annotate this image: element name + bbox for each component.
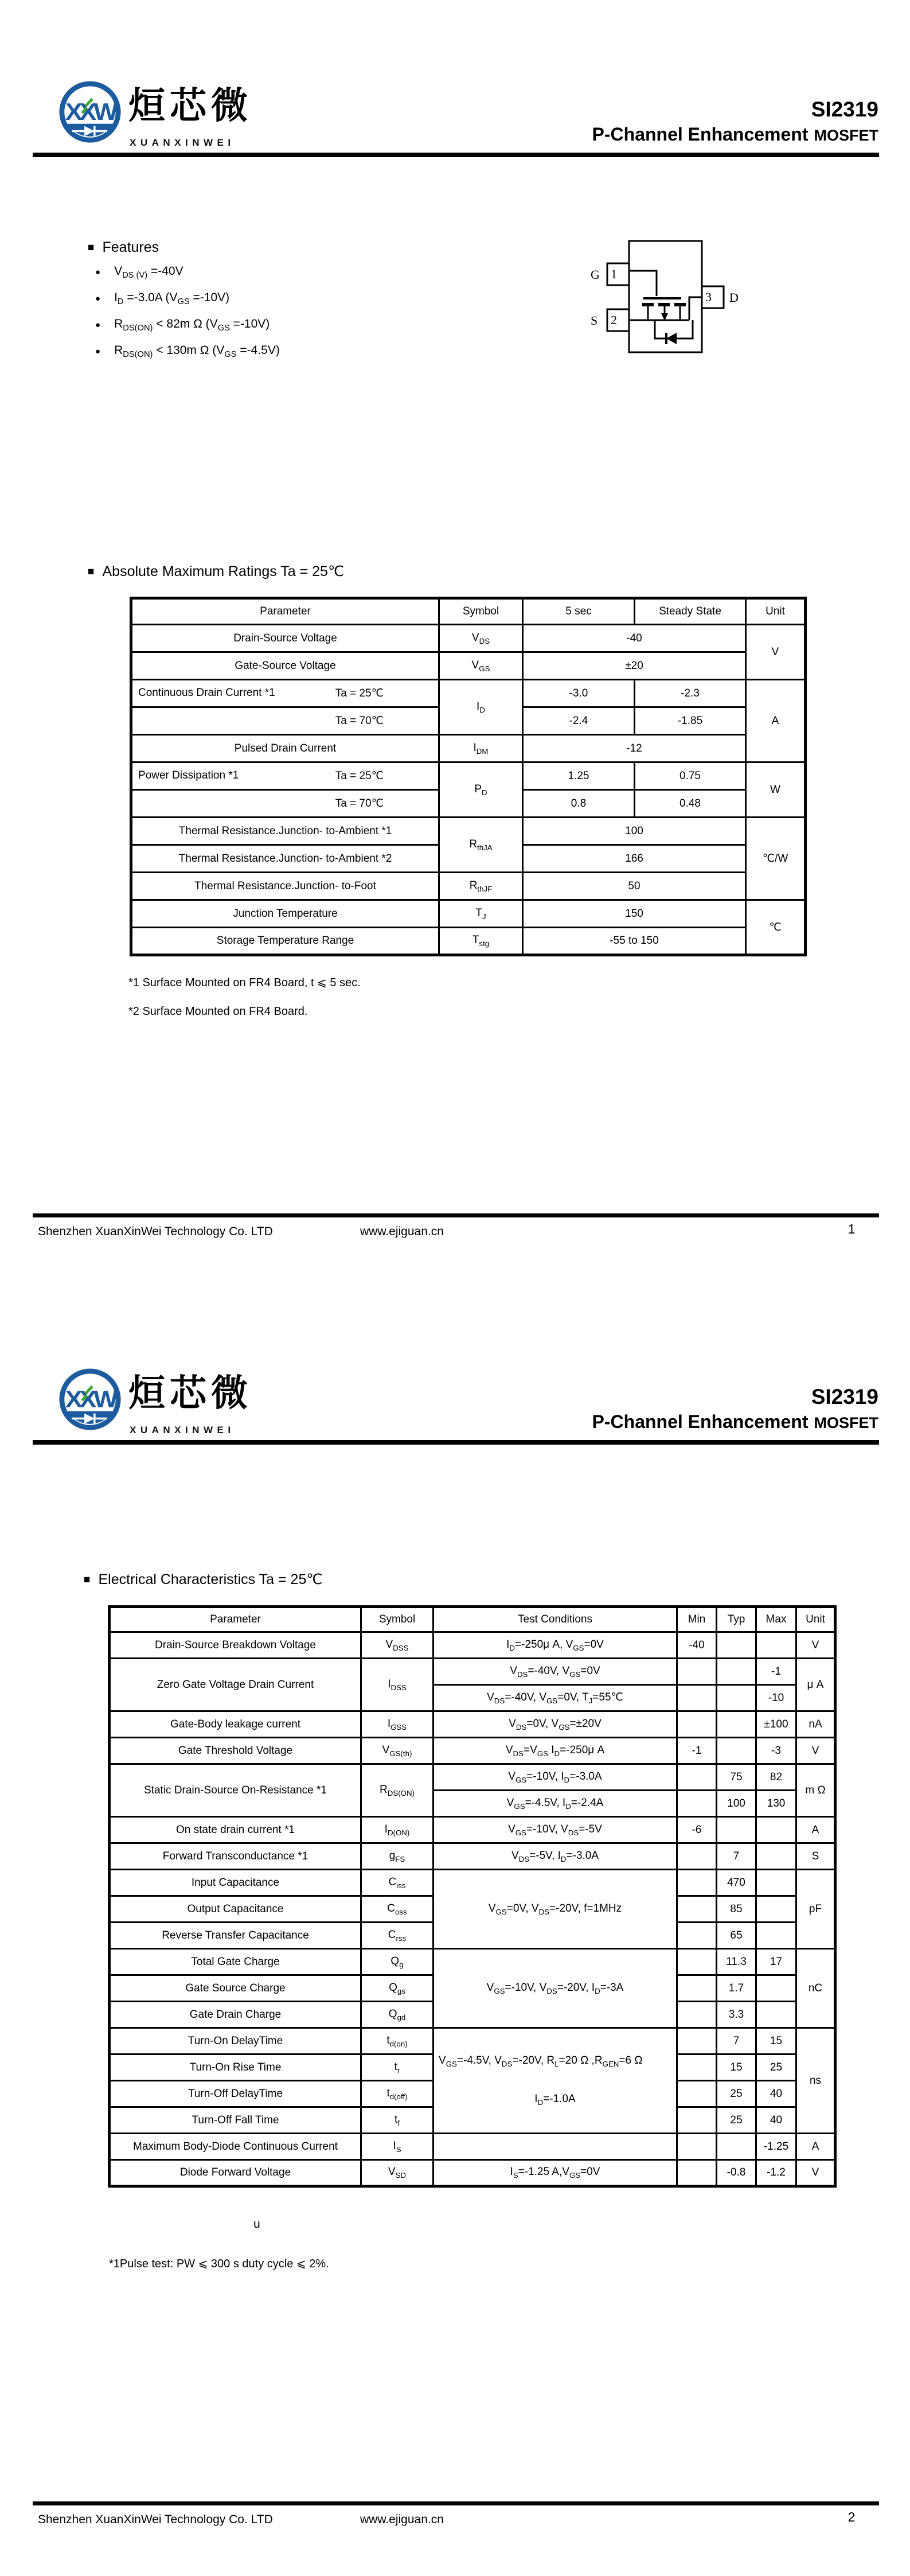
table-cell: Pulsed Drain Current bbox=[131, 735, 439, 762]
table-cell bbox=[677, 1923, 717, 1949]
table-cell: 40 bbox=[756, 2081, 796, 2107]
column-header: Symbol bbox=[439, 598, 523, 625]
table-header-row bbox=[131, 598, 806, 625]
table-row bbox=[131, 652, 806, 680]
document-title bbox=[579, 1412, 878, 1431]
table-row bbox=[131, 625, 806, 652]
table-cell: 0.8 bbox=[523, 790, 635, 818]
table-cell: ns bbox=[796, 2028, 835, 2134]
table-cell: $I_{GSS}$ bbox=[361, 1711, 433, 1738]
table-cell: -55 to 150 bbox=[523, 928, 746, 955]
table-cell: $Q_{gd}$ bbox=[361, 2002, 433, 2028]
diode-triangle-icon bbox=[666, 333, 677, 344]
table-cell bbox=[677, 1949, 717, 1975]
table-cell: 25 bbox=[717, 2081, 756, 2107]
table-cell: $V_{GS}=-10V$, $V_{DS}=-20V$, $I_D=-3A$ bbox=[433, 1949, 677, 2028]
table-cell: Gate-Body leakage current bbox=[110, 1711, 361, 1738]
table-row bbox=[110, 1949, 835, 1975]
elec-heading-text: Electrical Characteristics Ta = 25℃ bbox=[98, 1571, 323, 1587]
table-cell: Drain-Source Breakdown Voltage bbox=[110, 1632, 361, 1659]
table-cell: μ A bbox=[796, 1659, 835, 1711]
table-cell: Gate Drain Charge bbox=[110, 2002, 361, 2028]
brand-name-chinese: 烜芯微 bbox=[128, 1372, 252, 1414]
table-cell: Diode Forward Voltage bbox=[110, 2160, 361, 2186]
table-cell: $I_{DM}$ bbox=[439, 735, 523, 762]
table-cell: $V_{GS}=-4.5V$, $V_{DS}=-20V$, $R_L=20$ Ω $,R_{GEN}=6$ Ω $I_D=-1.0A$ bbox=[433, 2028, 677, 2134]
package-pinout-diagram bbox=[580, 236, 741, 360]
bullet-icon: ● bbox=[95, 294, 101, 304]
table-cell: $V_{DS}=-5V$, $I_D=-3.0A$ bbox=[433, 1843, 677, 1870]
pulse-test-note: *1Pulse test: PW ⩽ 300 s duty cycle ⩽ 2%. bbox=[109, 2258, 329, 2270]
table-cell: Gate Source Charge bbox=[110, 1975, 361, 2002]
table-cell: -3 bbox=[756, 1738, 796, 1764]
title-main: P-Channel Enhancement bbox=[592, 124, 809, 145]
table-cell: -12 bbox=[523, 735, 746, 762]
brand-name-chinese: 烜芯微 bbox=[128, 85, 252, 126]
table-cell: 25 bbox=[756, 2054, 796, 2081]
footer-website: www.ejiguan.cn bbox=[360, 1225, 444, 1238]
table-cell: 7 bbox=[717, 1843, 756, 1870]
column-header: Symbol bbox=[361, 1607, 433, 1632]
table-cell: $V_{DSS}$ bbox=[361, 1632, 433, 1659]
table-cell bbox=[677, 2054, 717, 2081]
table-cell: 65 bbox=[717, 1923, 756, 1949]
table-cell: Gate-Source Voltage bbox=[131, 652, 439, 680]
page-number: 1 bbox=[847, 1221, 856, 1236]
feature-item bbox=[95, 265, 183, 280]
table-cell: Drain-Source Voltage bbox=[131, 625, 439, 652]
elec-heading bbox=[84, 1572, 322, 1588]
table-cell: -10 bbox=[756, 1685, 796, 1711]
table-cell: $V_{DS}=V_{GS}$ $I_D=-250\mu$ A bbox=[433, 1738, 677, 1764]
table-cell: 7 bbox=[717, 2028, 756, 2054]
stray-mu-character: u bbox=[253, 2217, 260, 2231]
bullet-icon: ● bbox=[95, 320, 101, 330]
table-cell: $g_{FS}$ bbox=[361, 1843, 433, 1870]
table-row bbox=[110, 2160, 835, 2186]
section-square-icon: ■ bbox=[84, 1574, 91, 1586]
abs-max-heading bbox=[88, 564, 344, 580]
feature-item bbox=[95, 291, 229, 306]
table-row bbox=[131, 762, 806, 790]
table-cell: -3.0 bbox=[523, 680, 635, 707]
table-cell: S bbox=[796, 1843, 835, 1870]
table-row bbox=[131, 680, 806, 707]
section-square-icon: ■ bbox=[88, 566, 95, 578]
table-cell: $V_{DS}=0V$, $V_{GS}=\pm 20V$ bbox=[433, 1711, 677, 1738]
table-row bbox=[110, 1843, 835, 1870]
electrical-characteristics-table bbox=[108, 1605, 837, 2188]
table-cell bbox=[717, 2134, 756, 2160]
header-rule bbox=[33, 153, 879, 157]
column-header: Min bbox=[677, 1607, 717, 1632]
features-heading-text: Features bbox=[102, 239, 159, 255]
table-cell: $V_{GS}$ bbox=[439, 652, 523, 680]
table-cell bbox=[677, 2160, 717, 2186]
gate-trace bbox=[629, 271, 657, 296]
column-header: Test Conditions bbox=[433, 1607, 677, 1632]
table-cell: $V_{GS(th)}$ bbox=[361, 1738, 433, 1764]
table-cell: 150 bbox=[523, 900, 746, 928]
table-cell: V bbox=[796, 1738, 835, 1764]
table-cell: Storage Temperature Range bbox=[131, 928, 439, 955]
table-cell: Static Drain-Source On-Resistance *1 bbox=[110, 1764, 361, 1817]
table-cell: Maximum Body-Diode Continuous Current bbox=[110, 2134, 361, 2160]
table-cell: Forward Transconductance *1 bbox=[110, 1843, 361, 1870]
header-rule bbox=[33, 1440, 879, 1445]
table-cell bbox=[677, 2107, 717, 2134]
feature-text: $R_{DS(ON)} < 130m$ Ω $(V_{GS} =-4.5V)$ bbox=[114, 344, 280, 360]
table-cell: Thermal Resistance.Junction- to-Ambient *2 bbox=[131, 845, 439, 873]
table-cell: Thermal Resistance.Junction- to-Ambient *1 bbox=[131, 818, 439, 845]
column-header: Steady State bbox=[635, 598, 746, 625]
table-cell: $C_{rss}$ bbox=[361, 1923, 433, 1949]
company-logo-icon bbox=[56, 80, 124, 147]
table-cell: Power Dissipation *1 Ta = 25℃ bbox=[131, 762, 439, 790]
table-cell: A bbox=[796, 1817, 835, 1843]
table-cell bbox=[756, 1923, 796, 1949]
table-cell bbox=[717, 1685, 756, 1711]
table-cell: -0.8 bbox=[717, 2160, 756, 2186]
table-cell: m Ω bbox=[796, 1764, 835, 1817]
table-cell: $T_J$ bbox=[439, 900, 523, 928]
footer-company: Shenzhen XuanXinWei Technology Co. LTD bbox=[38, 1225, 273, 1238]
table-cell: $I_S=-1.25$ $A,V_{GS}=0V$ bbox=[433, 2160, 677, 2186]
table-row bbox=[131, 873, 806, 900]
section-square-icon: ■ bbox=[88, 242, 95, 254]
table-cell: $I_S$ bbox=[361, 2134, 433, 2160]
table-cell: $V_{GS}=-10V$, $V_{DS}=-5V$ bbox=[433, 1817, 677, 1843]
column-header: 5 sec bbox=[523, 598, 635, 625]
table-cell bbox=[433, 2134, 677, 2160]
table-cell bbox=[756, 1632, 796, 1659]
table-cell: W bbox=[746, 762, 806, 818]
table-cell: $I_D=-250\mu$ A, $V_{GS}=0V$ bbox=[433, 1632, 677, 1659]
table-cell bbox=[717, 1659, 756, 1685]
table-cell bbox=[756, 1817, 796, 1843]
table-cell: ±100 bbox=[756, 1711, 796, 1738]
table-cell bbox=[756, 1843, 796, 1870]
gate-pin-label: G bbox=[591, 267, 600, 282]
table-cell bbox=[756, 1896, 796, 1923]
footer-rule bbox=[33, 1213, 879, 1217]
table-cell: 11.3 bbox=[717, 1949, 756, 1975]
column-header: Parameter bbox=[131, 598, 439, 625]
table-cell: ℃ bbox=[746, 900, 806, 955]
table-cell: -2.3 bbox=[635, 680, 746, 707]
table-cell: 25 bbox=[717, 2107, 756, 2134]
table-cell: Input Capacitance bbox=[110, 1870, 361, 1896]
pin1-number: 1 bbox=[611, 267, 617, 281]
table-cell bbox=[756, 1870, 796, 1896]
table-row bbox=[131, 818, 806, 845]
table-cell: Zero Gate Voltage Drain Current bbox=[110, 1659, 361, 1711]
table-cell bbox=[677, 1659, 717, 1685]
table-cell: $Q_{gs}$ bbox=[361, 1975, 433, 2002]
company-logo-icon bbox=[56, 1368, 124, 1434]
footer-website: www.ejiguan.cn bbox=[360, 2513, 444, 2526]
table-cell: On state drain current *1 bbox=[110, 1817, 361, 1843]
table-cell: ±20 bbox=[523, 652, 746, 680]
table-cell: $t_{d(on)}$ bbox=[361, 2028, 433, 2054]
table-cell: Turn-On DelayTime bbox=[110, 2028, 361, 2054]
table-row bbox=[131, 735, 806, 762]
pin3-number: 3 bbox=[705, 290, 712, 304]
table-cell bbox=[717, 1738, 756, 1764]
column-header: Unit bbox=[746, 598, 806, 625]
table-cell: -1.85 bbox=[635, 707, 746, 735]
logo-monogram: XXW bbox=[65, 1386, 118, 1412]
table-cell: 15 bbox=[756, 2028, 796, 2054]
table-cell: Output Capacitance bbox=[110, 1896, 361, 1923]
part-number: SI2319 bbox=[811, 1385, 878, 1408]
table-cell: 0.48 bbox=[635, 790, 746, 818]
table-row bbox=[110, 1764, 835, 1791]
table-cell bbox=[677, 2081, 717, 2107]
table-cell bbox=[677, 1975, 717, 2002]
table-cell: $t_f$ bbox=[361, 2107, 433, 2134]
table-cell: 50 bbox=[523, 873, 746, 900]
table-cell: $R_{thJA}$ bbox=[439, 818, 523, 873]
table-row bbox=[110, 1711, 835, 1738]
table-cell: 470 bbox=[717, 1870, 756, 1896]
table-cell bbox=[717, 1711, 756, 1738]
table-cell: $C_{iss}$ bbox=[361, 1870, 433, 1896]
table-cell: Continuous Drain Current *1 Ta = 25℃ bbox=[131, 680, 439, 707]
pin2-number: 2 bbox=[611, 313, 617, 327]
part-number: SI2319 bbox=[811, 98, 878, 121]
table-cell: 100 bbox=[717, 1791, 756, 1817]
table-cell: 17 bbox=[756, 1949, 796, 1975]
feature-text: $I_D =-3.0A$ $(V_{GS} =-10V)$ bbox=[114, 291, 230, 307]
table-row bbox=[110, 2028, 835, 2054]
table-cell: -1.2 bbox=[756, 2160, 796, 2186]
feature-item bbox=[95, 344, 280, 359]
table-cell bbox=[677, 1896, 717, 1923]
table-cell: 3.3 bbox=[717, 2002, 756, 2028]
feature-item bbox=[95, 318, 270, 333]
table-cell: 130 bbox=[756, 1791, 796, 1817]
table-cell: Junction Temperature bbox=[131, 900, 439, 928]
table-cell: $R_{thJF}$ bbox=[439, 873, 523, 900]
table-cell bbox=[677, 1764, 717, 1791]
table-cell: 100 bbox=[523, 818, 746, 845]
table-row bbox=[110, 1659, 835, 1685]
table-cell: 1.25 bbox=[523, 762, 635, 790]
table-cell bbox=[756, 1975, 796, 2002]
table-cell: -1.25 bbox=[756, 2134, 796, 2160]
table-cell bbox=[717, 1817, 756, 1843]
table-cell: -40 bbox=[677, 1632, 717, 1659]
absolute-maximum-ratings-table bbox=[130, 597, 807, 956]
table-row bbox=[110, 1738, 835, 1764]
table-cell: ℃/W bbox=[746, 818, 806, 900]
table-cell bbox=[677, 1843, 717, 1870]
column-header: Max bbox=[756, 1607, 796, 1632]
table-cell bbox=[677, 2002, 717, 2028]
table-cell bbox=[677, 1711, 717, 1738]
table-cell: Turn-On Rise Time bbox=[110, 2054, 361, 2081]
table-cell bbox=[677, 1870, 717, 1896]
table-cell: $V_{DS}$ bbox=[439, 625, 523, 652]
table-cell: $V_{DS}=-40V$, $V_{GS}=0V$ bbox=[433, 1659, 677, 1685]
table-cell: Ta = 70℃ bbox=[131, 790, 439, 818]
title-suffix: MOSFET bbox=[814, 127, 878, 144]
table-cell: -6 bbox=[677, 1817, 717, 1843]
table-cell: A bbox=[796, 2134, 835, 2160]
table-cell: Thermal Resistance.Junction- to-Foot bbox=[131, 873, 439, 900]
logo-monogram: XXW bbox=[65, 98, 118, 125]
table-cell bbox=[717, 1632, 756, 1659]
table-cell: nC bbox=[796, 1949, 835, 2028]
title-suffix: MOSFET bbox=[814, 1414, 878, 1431]
table-cell: Total Gate Charge bbox=[110, 1949, 361, 1975]
table-cell: $V_{SD}$ bbox=[361, 2160, 433, 2186]
bullet-icon: ● bbox=[95, 267, 101, 278]
table-cell bbox=[677, 2028, 717, 2054]
feature-text: $V_{DS (V)} =-40V$ bbox=[114, 264, 183, 281]
table-cell: -40 bbox=[523, 625, 746, 652]
table-cell: 75 bbox=[717, 1764, 756, 1791]
table-cell: A bbox=[746, 680, 806, 762]
table-cell: 15 bbox=[717, 2054, 756, 2081]
source-pin-label: S bbox=[591, 313, 598, 328]
table-cell: $I_{DSS}$ bbox=[361, 1659, 433, 1711]
table-cell: $V_{GS}=0V$, $V_{DS}=-20V$, f=1MHz bbox=[433, 1870, 677, 1949]
column-header: Unit bbox=[796, 1607, 835, 1632]
table-cell: $I_{D(ON)}$ bbox=[361, 1817, 433, 1843]
features-heading bbox=[88, 240, 159, 256]
table-cell: $V_{GS}=-10V$, $I_D=-3.0A$ bbox=[433, 1764, 677, 1791]
footnote-1: *1 Surface Mounted on FR4 Board, t ⩽ 5 sec. bbox=[128, 976, 361, 989]
table-cell: 85 bbox=[717, 1896, 756, 1923]
table-row bbox=[131, 928, 806, 955]
table-row bbox=[110, 2134, 835, 2160]
table-cell: pF bbox=[796, 1870, 835, 1949]
table-cell: 1.7 bbox=[717, 1975, 756, 2002]
table-cell: V bbox=[796, 1632, 835, 1659]
column-header: Parameter bbox=[110, 1607, 361, 1632]
table-cell bbox=[677, 2134, 717, 2160]
bullet-icon: ● bbox=[95, 347, 101, 357]
title-main: P-Channel Enhancement bbox=[592, 1411, 809, 1432]
table-cell: Turn-Off DelayTime bbox=[110, 2081, 361, 2107]
table-row bbox=[131, 900, 806, 928]
table-cell bbox=[677, 1685, 717, 1711]
table-cell: $t_r$ bbox=[361, 2054, 433, 2081]
table-cell: 166 bbox=[523, 845, 746, 873]
table-cell: $P_D$ bbox=[439, 762, 523, 818]
table-cell bbox=[677, 1791, 717, 1817]
table-cell: $t_{d(off)}$ bbox=[361, 2081, 433, 2107]
abs-max-heading-text: Absolute Maximum Ratings Ta = 25℃ bbox=[102, 563, 345, 579]
table-cell: nA bbox=[796, 1711, 835, 1738]
table-cell: $I_D$ bbox=[439, 680, 523, 735]
document-title bbox=[579, 125, 878, 143]
table-cell: Reverse Transfer Capacitance bbox=[110, 1923, 361, 1949]
table-cell: 82 bbox=[756, 1764, 796, 1791]
footer-rule bbox=[33, 2501, 879, 2505]
table-cell: -2.4 bbox=[523, 707, 635, 735]
table-row bbox=[110, 1870, 835, 1896]
table-cell: V bbox=[746, 625, 806, 680]
table-cell: Ta = 70℃ bbox=[131, 707, 439, 735]
table-cell: $V_{GS}=-4.5V$, $I_D=-2.4A$ bbox=[433, 1791, 677, 1817]
footer-company: Shenzhen XuanXinWei Technology Co. LTD bbox=[38, 2513, 273, 2526]
table-cell: 40 bbox=[756, 2107, 796, 2134]
table-cell: $C_{oss}$ bbox=[361, 1896, 433, 1923]
table-cell: -1 bbox=[677, 1738, 717, 1764]
drain-pin-label: D bbox=[729, 290, 739, 305]
brand-name-english: XUANXINWEI bbox=[130, 137, 235, 148]
table-cell bbox=[756, 2002, 796, 2028]
table-cell: Gate Threshold Voltage bbox=[110, 1738, 361, 1764]
column-header: Typ bbox=[717, 1607, 756, 1632]
table-cell: $Q_g$ bbox=[361, 1949, 433, 1975]
table-cell: $R_{DS(ON)}$ bbox=[361, 1764, 433, 1817]
page-number: 2 bbox=[847, 2509, 856, 2524]
table-cell: Turn-Off Fall Time bbox=[110, 2107, 361, 2134]
table-cell: 0.75 bbox=[635, 762, 746, 790]
table-cell: $V_{DS}=-40V$, $V_{GS}=0V$, $T_J=55℃$ bbox=[433, 1685, 677, 1711]
table-cell: V bbox=[796, 2160, 835, 2186]
table-header-row bbox=[110, 1607, 835, 1632]
brand-name-english: XUANXINWEI bbox=[130, 1425, 235, 1435]
feature-text: $R_{DS(ON)} < 82m$ Ω $(V_{GS} =-10V)$ bbox=[114, 317, 270, 333]
table-cell: $T_{stg}$ bbox=[439, 928, 523, 955]
footnote-2: *2 Surface Mounted on FR4 Board. bbox=[128, 1005, 308, 1018]
table-row bbox=[110, 1632, 835, 1659]
table-cell: -1 bbox=[756, 1659, 796, 1685]
table-row bbox=[110, 1817, 835, 1843]
